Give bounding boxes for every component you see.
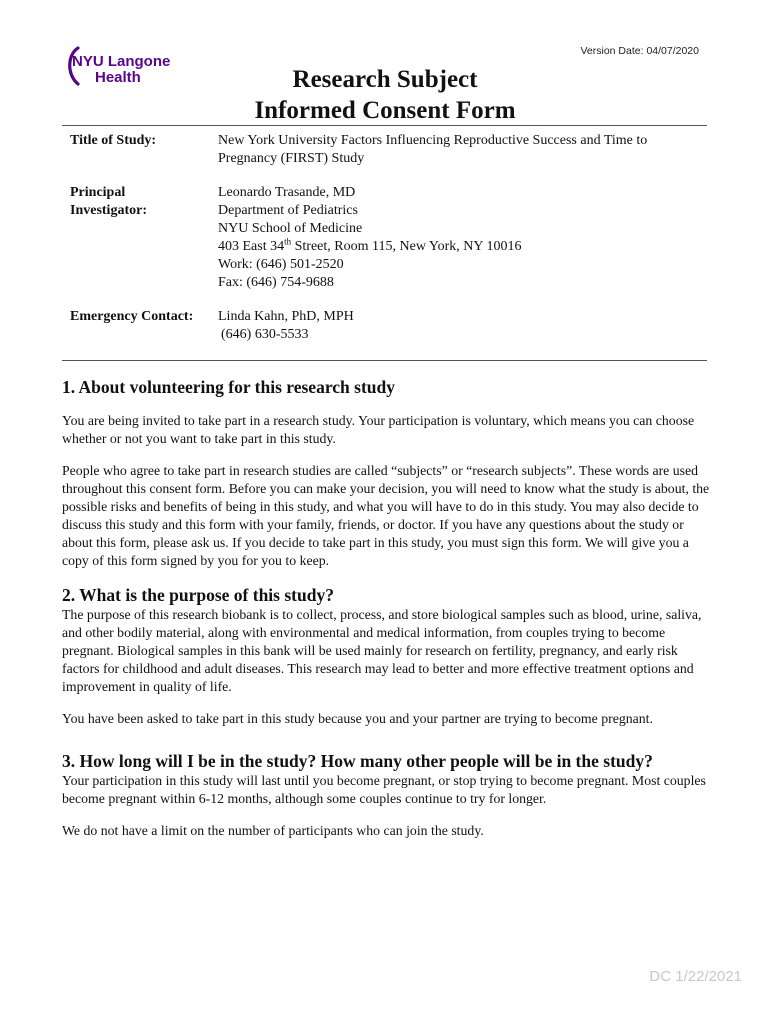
section-2-paragraph-2: You have been asked to take part in this study because you and your partner are trying to become pregnant. (62, 711, 653, 726)
pi-address: 403 East 34th Street, Room 115, New York, NY 10016 (218, 236, 522, 254)
study-title-value (218, 132, 710, 168)
section-1-paragraph-2: People who agree to take part in research studies are called “subjects” or “research subjects”. These words are used throughout this consent form. Before you can make your decision, you will need to know what the study is about, the possible risks and benefits of being in this study, and what you will have to do in this study. You may also decide to discuss this study and this form with your family, friends, or doctor. If you have any questions about the study or about this form, please ask us. If you decide to take part in this study, you must sign this form. We will give you a copy of this form signed by you for you to keep. (62, 463, 710, 568)
document-title (200, 64, 570, 126)
section-3-paragraph-2: We do not have a limit on the number of participants who can join the study. (62, 823, 484, 838)
emergency-contact-name: Linda Kahn, PhD, MPH (218, 309, 354, 324)
emergency-contact-details (218, 308, 710, 344)
pi-label (70, 184, 218, 292)
emergency-contact-phone: (646) 630-5533 (221, 327, 309, 342)
approval-stamp: DC 1/22/2021 (649, 968, 742, 985)
pi-label-line-2: Investigator: (70, 203, 147, 218)
title-line-2: Informed Consent Form (254, 97, 516, 124)
section-2-heading: 2. What is the purpose of this study? (62, 585, 334, 605)
logo-line2: Health (95, 69, 141, 86)
info-divider (62, 360, 707, 361)
study-title-label: Title of Study: (70, 133, 157, 148)
study-title-line-2: Pregnancy (FIRST) Study (218, 151, 365, 166)
version-date: Version Date: 04/07/2020 (580, 45, 699, 57)
section-1-heading: 1. About volunteering for this research study (62, 377, 396, 397)
pi-label-line-1: Principal (70, 185, 126, 200)
emergency-contact-label: Emergency Contact: (70, 309, 194, 324)
nyu-langone-health-logo (64, 44, 174, 90)
title-line-1: Research Subject (292, 66, 478, 93)
section-3-heading: 3. How long will I be in the study? How many other people will be in the study? (62, 751, 653, 771)
section-3-paragraph-1: Your participation in this study will last until you become pregnant, or stop trying to become pregnant. Most couples become pregnant within 6-12 months, although some couples continue to try for longer. (62, 773, 706, 806)
section-1-paragraph-1: You are being invited to take part in a research study. Your participation is voluntary, which means you can choose whether or not you want to take part in this study. (62, 413, 695, 446)
pi-work-phone: Work: (646) 501-2520 (218, 257, 344, 272)
logo-line1: NYU Langone (72, 53, 171, 70)
pi-school: NYU School of Medicine (218, 221, 363, 236)
pi-name: Leonardo Trasande, MD (218, 185, 356, 200)
study-title-row (70, 132, 710, 168)
pi-details (218, 184, 710, 292)
section-2-paragraph-1: The purpose of this research biobank is to collect, process, and store biological samples such as blood, urine, saliva, and other bodily material, along with environmental and medical information, from couples trying to become pregnant. Biological samples in this bank will be used mainly for research on fertility, pregnancy, and early risk factors for childhood and adult diseases. This research may lead to better and more effective treatment options and improvement in quality of life. (62, 607, 702, 694)
pi-row (70, 184, 710, 292)
consent-sections (62, 376, 710, 854)
pi-department: Department of Pediatrics (218, 203, 358, 218)
study-title-line-1: New York University Factors Influencing Reproductive Success and Time to (218, 133, 648, 148)
emergency-contact-row (70, 308, 710, 344)
header-divider (62, 125, 707, 126)
pi-fax: Fax: (646) 754-9688 (218, 275, 334, 290)
study-info-block (70, 132, 710, 360)
